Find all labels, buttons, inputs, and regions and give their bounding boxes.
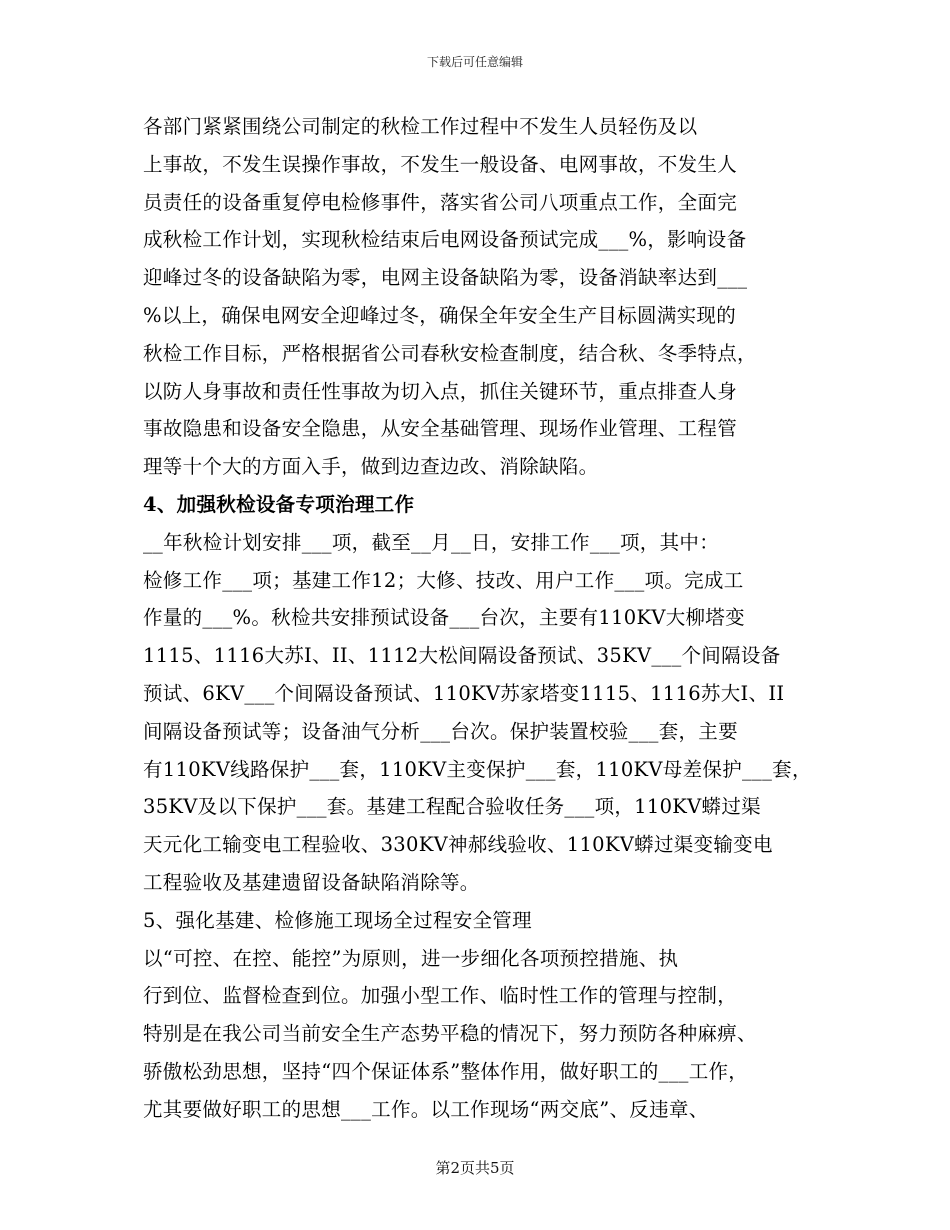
text-line: 有110KV线路保护___套，110KV主变保护___套，110KV母差保护___套，: [143, 757, 812, 781]
document-body: [143, 108, 833, 1129]
text-line: 成秋检工作计划，实现秋检结束后电网设备预试完成___%，影响设备: [143, 228, 747, 252]
text-line: %以上，确保电网安全迎峰过冬，确保全年安全生产目标圆满实现的: [143, 303, 737, 327]
text-line: 35KV及以下保护___套。基建工程配合验收任务___项，110KV蟒过渠: [143, 795, 761, 819]
text-line: 间隔设备预试等；设备油气分析___台次。保护装置校验___套，主要: [143, 719, 738, 743]
section-heading-line: 4、加强秋检设备专项治理工作: [143, 492, 415, 516]
text-line: 以防人身事故和责任性事故为切入点，抓住关键环节，重点排查人身: [143, 379, 738, 403]
text-line: 天元化工输变电工程验收、330KV神郝线验收、110KV蟒过渠变输变电: [143, 833, 773, 857]
text-line: 各部门紧紧围绕公司制定的秋检工作过程中不发生人员轻伤及以: [143, 115, 698, 138]
text-line: 员责任的设备重复停电检修事件，落实省公司八项重点工作，全面完: [143, 190, 738, 214]
text-line: 事故隐患和设备安全隐患，从安全基础管理、现场作业管理、工程管: [143, 417, 738, 441]
text-line: 预试、6KV___个间隔设备预试、110KV苏家塔变1115、1116苏大I、II: [143, 681, 785, 705]
text-line: 迎峰过冬的设备缺陷为零，电网主设备缺陷为零，设备消缺率达到___: [143, 266, 748, 290]
text-line: 尤其要做好职工的思想___工作。以工作现场“两交底”、反违章、: [143, 1097, 709, 1121]
text-line: 秋检工作目标，严格根据省公司春秋安检查制度，结合秋、冬季特点，: [143, 341, 757, 365]
text-line: 特别是在我公司当前安全生产态势平稳的情况下，努力预防各种麻痹、: [143, 1022, 757, 1046]
text-line: 以“可控、在控、能控”为原则，进一步细化各项预控措施、执: [143, 946, 679, 970]
text-line: 作量的___%。秋检共安排预试设备___台次，主要有110KV大柳塔变: [143, 606, 745, 630]
text-line: __年秋检计划安排___项，截至__月__日，安排工作___项，其中：: [143, 530, 719, 554]
page-header: 下载后可任意编辑: [426, 55, 523, 69]
text-line: 工程验收及基建遗留设备缺陷消除等。: [143, 870, 480, 894]
text-line: 理等十个大的方面入手，做到边查边改、消除缺陷。: [143, 455, 599, 479]
text-line: 检修工作___项；基建工作12；大修、技改、用户工作___项。完成工: [143, 568, 744, 592]
text-line: 骄傲松劲思想，坚持“四个保证体系”整体作用，做好职工的___工作，: [143, 1059, 749, 1083]
text-line: 上事故，不发生误操作事故，不发生一般设备、电网事故，不发生人: [143, 152, 738, 176]
text-line: 行到位、监督检查到位。加强小型工作、临时性工作的管理与控制，: [143, 984, 738, 1008]
text-line: 1115、1116大苏I、II、1112大松间隔设备预试、35KV___个间隔设备: [143, 644, 781, 668]
page-footer: 第2页共5页: [435, 1159, 515, 1177]
text-line: 5、强化基建、检修施工现场全过程安全管理: [143, 908, 532, 932]
